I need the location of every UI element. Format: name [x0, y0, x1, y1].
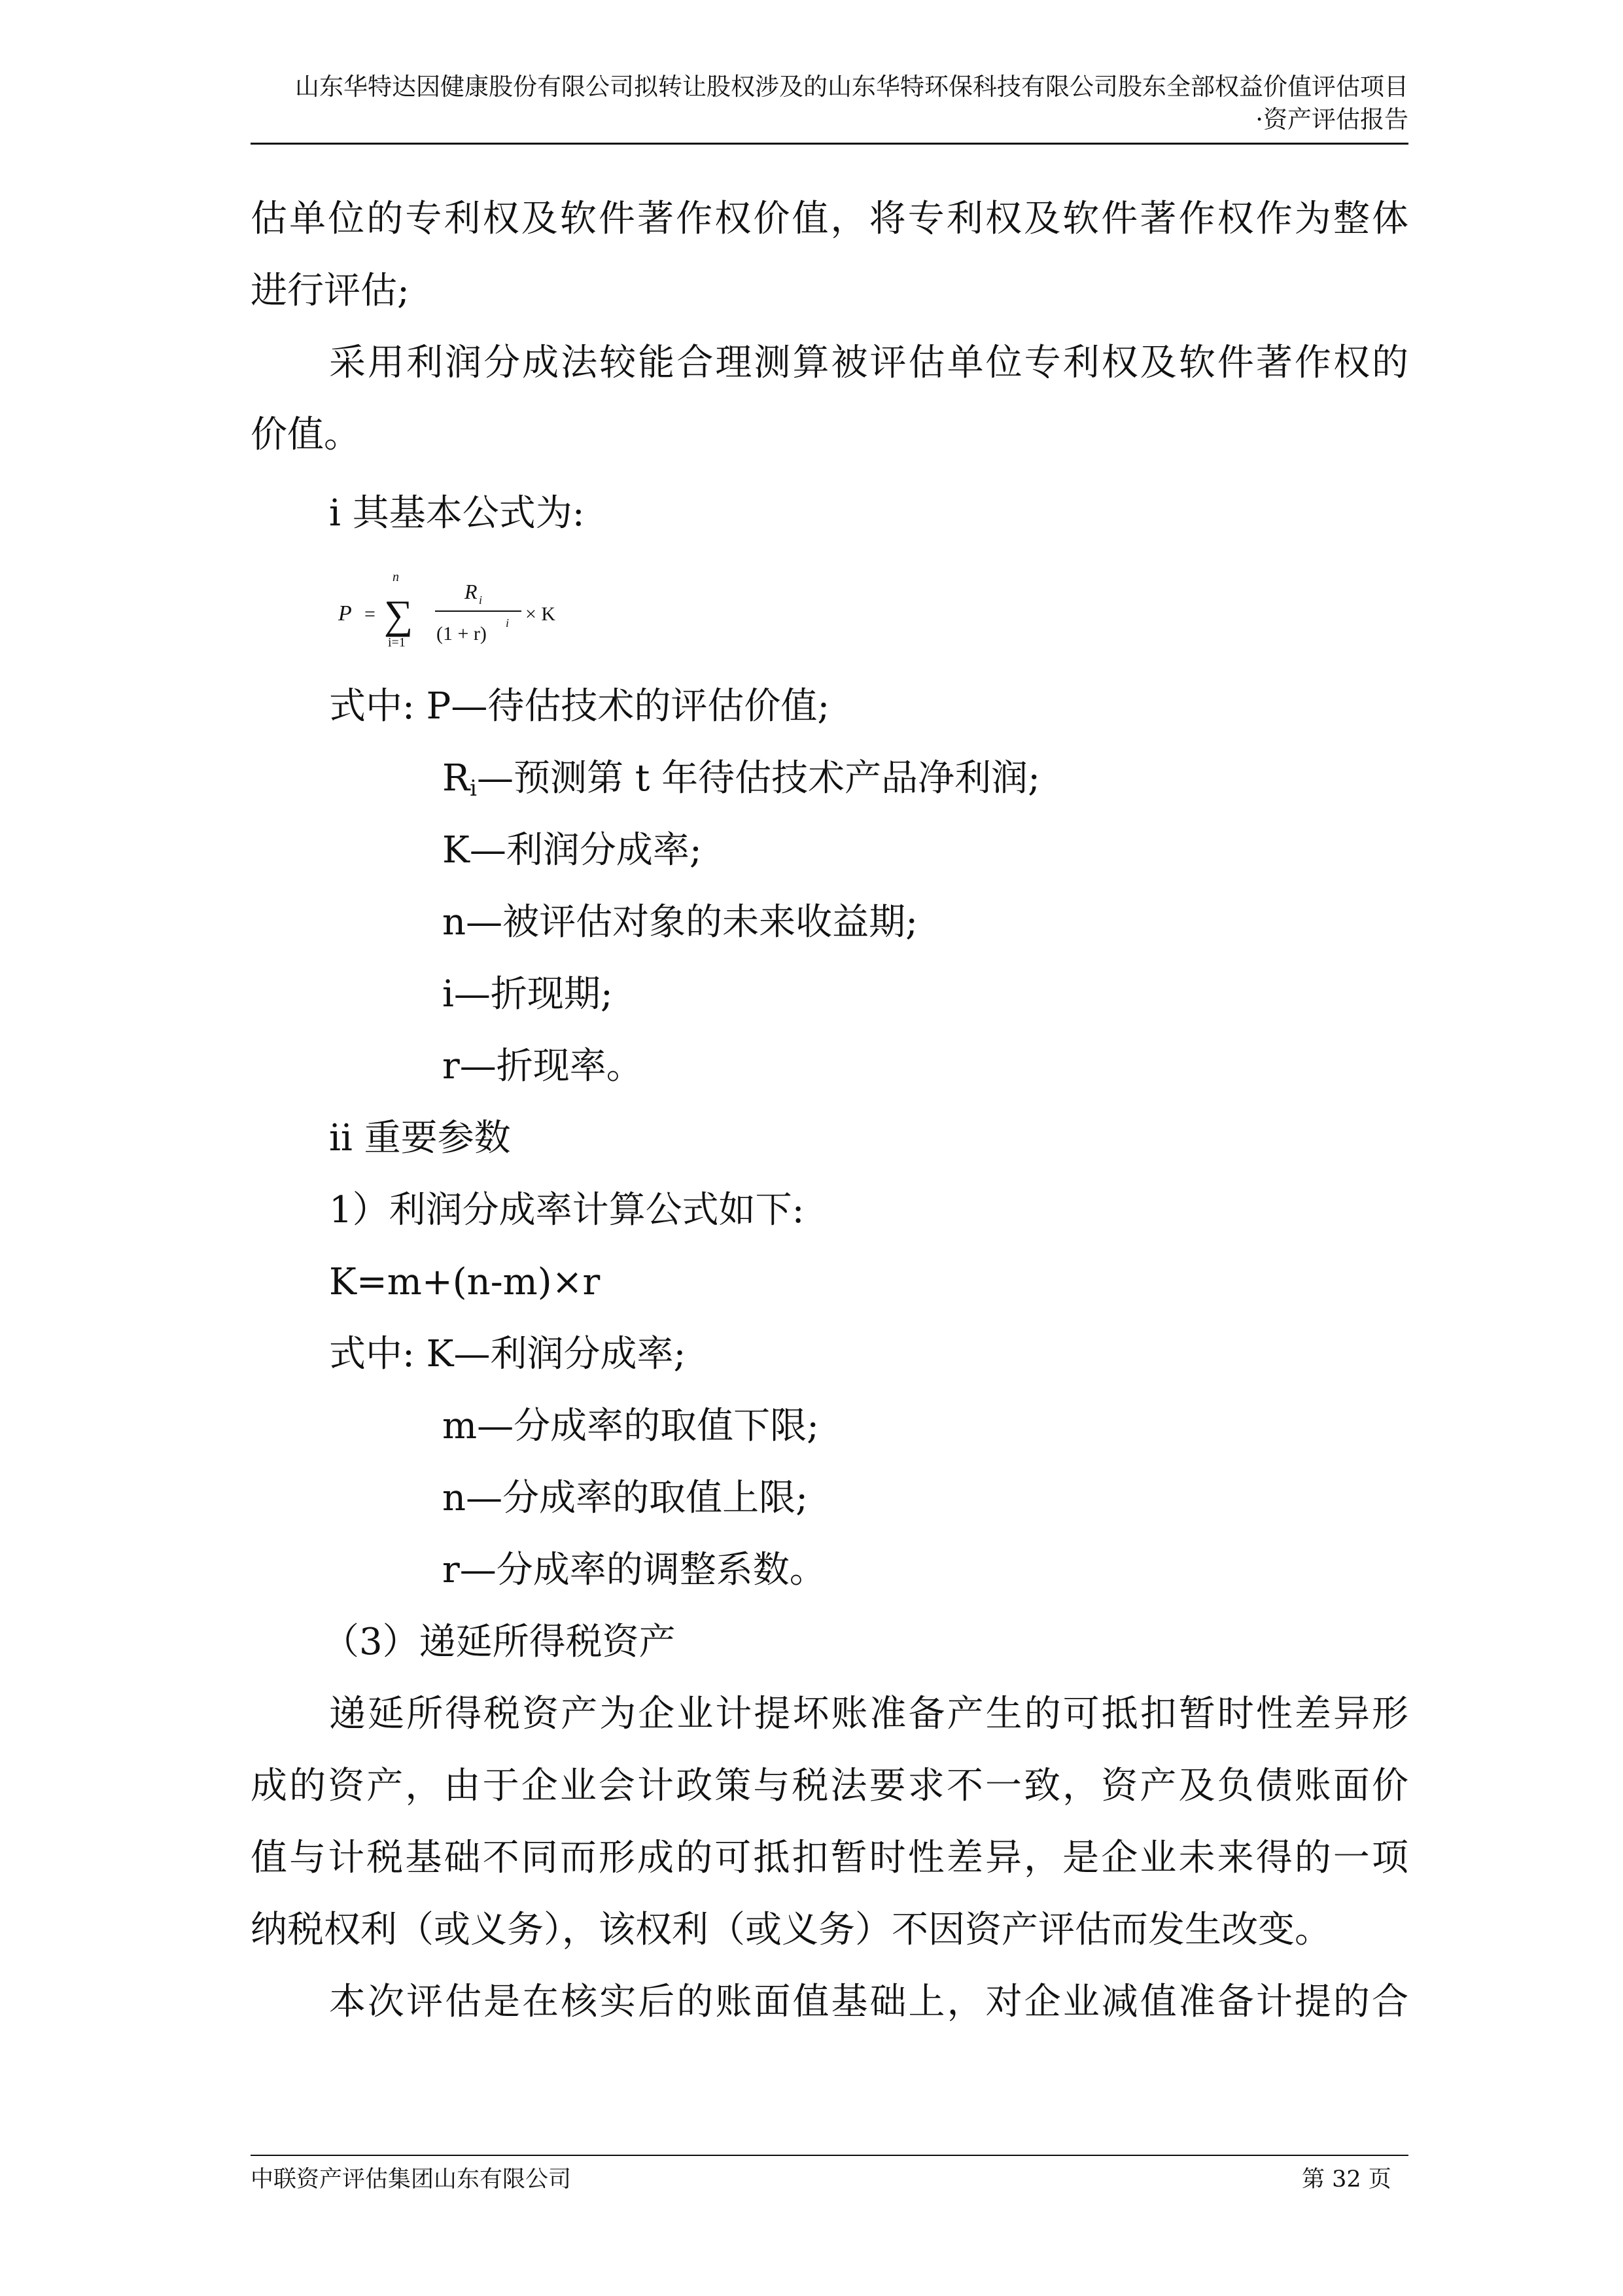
paragraph-line: i 其基本公式为: — [329, 492, 585, 535]
paragraph-line: 本次评估是在核实后的账面值基础上，对企业减值准备计提的合 — [329, 1981, 1408, 2023]
formula-sum-upper: n — [393, 570, 399, 584]
var-r: R — [442, 757, 470, 800]
paragraph-line: r—折现率。 — [442, 1045, 643, 1087]
formula-times-k: × K — [525, 603, 556, 625]
paragraph-line: n—分成率的取值上限; — [442, 1477, 808, 1519]
formula-sum-lower: i=1 — [388, 635, 406, 650]
formula-denominator-sup: i — [506, 616, 510, 629]
paragraph-line: 估单位的专利权及软件著作权价值，将专利权及软件著作权作为整体 — [251, 198, 1408, 240]
var-r-subscript: i — [470, 775, 478, 802]
paragraph-line: 进行评估; — [251, 270, 410, 312]
paragraph-line: 式中: P—待估技术的评估价值; — [329, 685, 830, 728]
paragraph-line: 式中: K—利润分成率; — [329, 1333, 686, 1375]
footer-rule — [251, 2155, 1408, 2156]
paragraph-line — [442, 752, 1040, 805]
formula-lhs: P — [338, 601, 352, 626]
paragraph-line: i—折现期; — [442, 973, 613, 1016]
header-rule — [251, 143, 1408, 145]
paragraph-line: m—分成率的取值下限; — [442, 1405, 819, 1447]
formula-numerator: R — [464, 580, 478, 603]
paragraph-line: 递延所得税资产为企业计提坏账准备产生的可抵扣暂时性差异形 — [329, 1693, 1408, 1735]
paragraph-line: K—利润分成率; — [442, 829, 702, 872]
footer-company: 中联资产评估集团山东有限公司 — [251, 2166, 572, 2193]
paragraph-line: ii 重要参数 — [329, 1117, 511, 1159]
valuation-formula — [337, 563, 599, 661]
paragraph-line: n—被评估对象的未来收益期; — [442, 901, 918, 944]
header-title: 山东华特达因健康股份有限公司拟转让股权涉及的山东华特环保科技有限公司股东全部权益价值评估项目 — [295, 73, 1408, 101]
paragraph-line: 成的资产，由于企业会计政策与税法要求不一致，资产及负债账面价 — [251, 1765, 1408, 1807]
page-number: 第 32 页 — [1302, 2166, 1391, 2193]
formula-equals: = — [364, 603, 375, 625]
paragraph-line: 1）利润分成率计算公式如下: — [329, 1189, 805, 1231]
paragraph-line: 价值。 — [251, 414, 360, 456]
header-subtitle: ·资产评估报告 — [1255, 105, 1408, 133]
formula-sum-icon: ∑ — [384, 593, 413, 637]
paragraph-line: 值与计税基础不同而形成的可抵扣暂时性差异，是企业未来得的一项 — [251, 1837, 1408, 1879]
paragraph-line: 采用利润分成法较能合理测算被评估单位专利权及软件著作权的 — [329, 342, 1408, 384]
paragraph-line: K=m+(n-m)×r — [329, 1261, 601, 1303]
formula-numerator-sub: i — [479, 593, 483, 607]
formula-denominator: (1 + r) — [436, 623, 487, 645]
paragraph-line: r—分成率的调整系数。 — [442, 1549, 826, 1591]
definition-text: —预测第 t 年待估技术产品净利润; — [477, 757, 1041, 800]
paragraph-line: 纳税权利（或义务），该权利（或义务）不因资产评估而发生改变。 — [251, 1909, 1331, 1951]
section-heading: （3）递延所得税资产 — [323, 1621, 676, 1663]
